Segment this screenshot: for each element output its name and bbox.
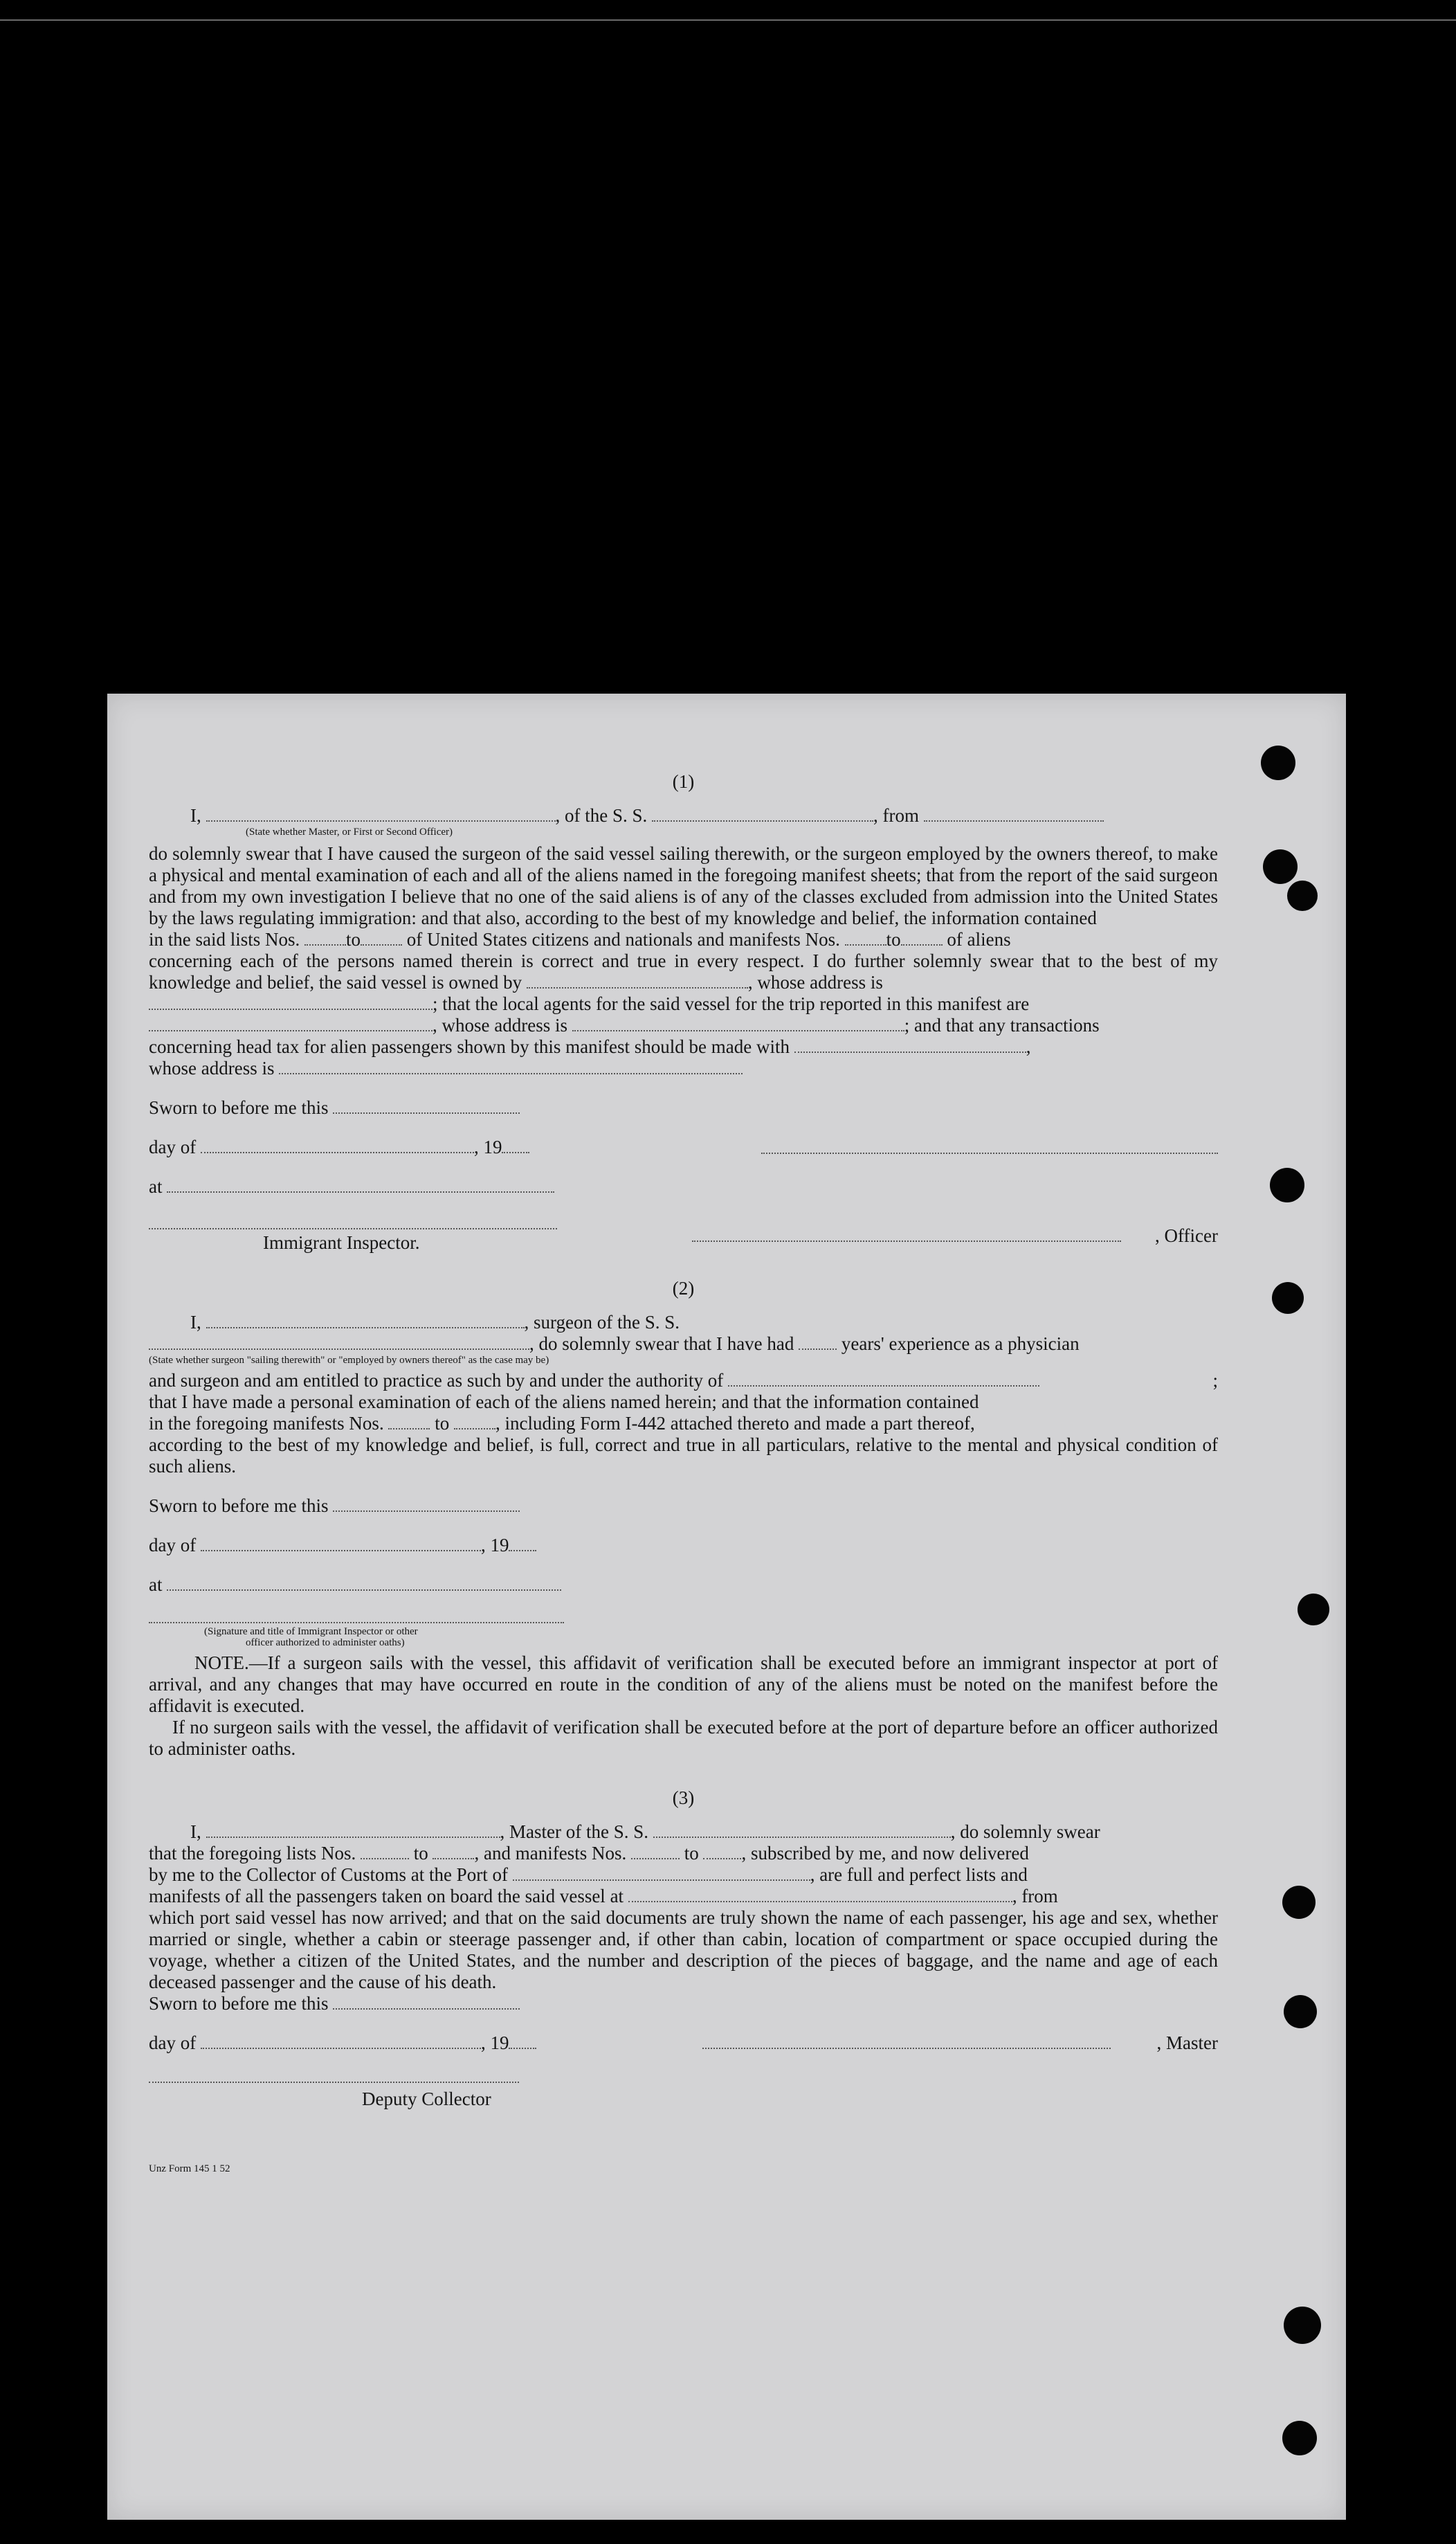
s1-i: I, [190,805,201,826]
s3-taken-on-board: manifests of all the passengers taken on board the said vessel at [149,1886,624,1906]
s1-address-line [149,1058,1218,1079]
s1-whose-address: , whose address is [747,972,883,993]
s2-manifests-to-field[interactable] [454,1413,495,1429]
s3-master-name-field[interactable] [206,1821,500,1838]
s3-lists-text: that the foregoing lists Nos. [149,1843,356,1864]
s1-owner-field[interactable] [527,972,748,989]
s2-year-field[interactable] [509,1535,536,1551]
s1-of-ss: , of the S. S. [555,805,648,826]
form-page [107,694,1346,2520]
s1-ship-field[interactable] [652,805,873,822]
s3-manifests-to-field[interactable] [703,1843,741,1859]
s1-sworn: Sworn to before me this [149,1097,329,1118]
s3-day-line [149,2032,1218,2054]
s2-authority-line [149,1370,1218,1391]
s1-signature-field[interactable] [761,1137,1218,1154]
s3-line-3 [149,1864,1218,1886]
punch-hole [1298,1594,1329,1625]
s1-head-tax-field[interactable] [794,1036,1026,1053]
s1-year-field[interactable] [502,1137,529,1153]
s3-line-2 [149,1843,1218,1864]
punch-hole [1263,849,1298,884]
s1-from-field[interactable] [924,805,1104,822]
s1-head-tax-address-field[interactable] [279,1058,743,1074]
s2-surgeon-of-ss: , surgeon of the S. S. [524,1312,680,1333]
s2-caption: (State whether surgeon "sailing therewith" or "employed by owners thereof" as the case may be) [149,1355,549,1366]
s1-officer: , Officer [1155,1225,1218,1246]
s3-deputy-sig-field[interactable] [149,2080,519,2083]
punch-hole [1282,1886,1316,1919]
s3-sworn-line [149,1993,1218,2014]
s3-master: , Master [1156,2032,1218,2053]
s2-sig-caption-2: officer authorized to administer oaths) [246,1637,405,1648]
s2-sworn: Sworn to before me this [149,1495,329,1516]
s3-manifests-from-field[interactable] [631,1843,680,1859]
s1-at-field[interactable] [167,1176,554,1193]
section-1-number: (1) [672,771,695,792]
s2-day-line [149,1535,1218,1556]
s1-sworn-line [149,1097,1218,1119]
s2-semicolon: ; [1212,1370,1218,1391]
s1-manifests-to-field[interactable] [901,929,943,946]
s2-at-field[interactable] [167,1574,561,1591]
s1-body-1: do solemnly swear that I have caused the surgeon of the said vessel sailing therewith, or the surgeon employed by the owners thereof, to make a physical and mental examination of each and all of the aliens named in the foregoing manifest sheets; that from the report of the said surgeon and from my own investigation I believe that no one of the said aliens is of any of the classes excluded from admission into the United States by the laws regulating immigration: and that also, according to the best of my knowledge and belief, the information contained [149,843,1218,928]
section-3-number: (3) [672,1787,695,1808]
s2-note-1: NOTE.—If a surgeon sails with the vessel, this affidavit of verification shall be executed before an immigrant inspector at port of arrival, and any changes that may have occurred en route in the condition of any of the aliens must be noted on the manifest before the affidavit is executed. [149,1652,1218,1716]
s2-body-a: that I have made a personal examination of each of the aliens named herein; and that the information contained [149,1391,979,1412]
s1-officer-sig-field[interactable] [692,1225,1121,1242]
s1-at: at [149,1176,163,1197]
s1-lists-line [149,929,1218,950]
s1-lists-from-field[interactable] [304,929,346,946]
punch-hole [1270,1168,1304,1202]
punch-hole [1284,2307,1321,2344]
s1-owner-address-field[interactable] [149,993,433,1010]
s3-i: I, [190,1821,201,1842]
s2-at-line [149,1574,1218,1596]
s1-officer-field[interactable] [206,805,556,822]
s3-lists-from-field[interactable] [361,1843,409,1859]
s3-year-prefix: , 19 [480,2032,509,2053]
s1-local-agents: ; that the local agents for the said vessel for the trip reported in this manifest are [433,993,1030,1014]
form-id: Unz Form 145 1 52 [149,2163,230,2174]
s2-note-2: If no surgeon sails with the vessel, the affidavit of verification shall be executed before at the port of departure before an officer authorized to administer oaths. [149,1717,1218,1759]
s1-agents-line [149,993,1218,1015]
s1-agents-field[interactable] [149,1015,433,1031]
s2-manifests-text: in the foregoing manifests Nos. [149,1413,384,1434]
s1-day-line [149,1137,1218,1158]
s1-agents-address-line [149,1015,1218,1036]
s2-form-text: , including Form I-442 attached thereto and made a part thereof, [495,1413,975,1434]
s1-officer-caption: (State whether Master, or First or Second Officer) [246,827,453,838]
s3-master-of-ss: , Master of the S. S. [500,1821,648,1842]
s1-inspector-sig-field[interactable] [149,1213,557,1229]
s3-from: , from [1012,1886,1058,1906]
s1-at-line [149,1176,1218,1198]
s1-transactions: ; and that any transactions [904,1015,1100,1036]
s3-master-sig-field[interactable] [702,2032,1111,2049]
s1-inspector-line [149,1225,1218,1253]
s1-year-prefix: , 19 [473,1137,502,1157]
s1-lists-to-field[interactable] [361,929,402,946]
s1-from: , from [873,805,919,826]
s2-ship-field[interactable] [149,1333,529,1350]
s1-manifests-text: of United States citizens and nationals and manifests Nos. [406,929,840,950]
s3-day-field[interactable] [201,2032,481,2049]
s1-line-1 [149,805,1218,827]
s3-ship-field[interactable] [653,1821,951,1838]
s2-i: I, [190,1312,201,1333]
s3-sworn-field[interactable] [333,1993,520,2010]
punch-hole [1282,2421,1317,2455]
s1-head-tax: concerning head tax for alien passengers shown by this manifest should be made with [149,1036,790,1057]
s3-port-field[interactable] [513,1864,810,1881]
s2-to: to [435,1413,450,1434]
s3-manifests-text: , and manifests Nos. [474,1843,627,1864]
s3-to-2: to [684,1843,699,1864]
s1-sworn-field[interactable] [333,1097,520,1114]
s2-year-prefix: , 19 [480,1535,509,1555]
s3-swear: , do solemnly swear [950,1821,1100,1842]
punch-hole [1272,1282,1304,1314]
scan-top-line [0,19,1456,21]
s2-day-of: day of [149,1535,197,1555]
s2-at: at [149,1574,163,1595]
s1-whose-address-2: , whose address is [433,1015,567,1036]
s2-authority: and surgeon and am entitled to practice as such by and under the authority of [149,1370,724,1391]
punch-hole [1284,1995,1317,2028]
s2-line-2 [149,1333,1218,1355]
s3-sworn: Sworn to before me this [149,1993,329,2014]
s3-vessel-at-field[interactable] [628,1886,1012,1902]
s2-years-text: years' experience as a physician [841,1333,1080,1354]
s2-sig-caption-1: (Signature and title of Immigrant Inspector or other [204,1626,418,1637]
s2-signature-field[interactable] [149,1621,564,1623]
s1-lists-text: in the said lists Nos. [149,929,300,950]
s3-deputy-collector: Deputy Collector [362,2089,491,2109]
s1-of-aliens: of aliens [947,929,1011,950]
s2-authority-field[interactable] [728,1370,1039,1387]
punch-hole [1261,746,1295,780]
s1-agents-address-field[interactable] [572,1015,904,1031]
section-2-number: (2) [672,1278,695,1299]
s3-line-1 [149,1821,1218,1843]
s2-surgeon-name-field[interactable] [206,1312,525,1328]
s2-line-1 [149,1312,1218,1333]
s3-body: which port said vessel has now arrived; and that on the said documents are truly shown the name of each passenger, his age and sex, whether married or single, whether a cabin or steerage passenger and, if other than cabin, location of compartment or space occupied during the voyage, whether a citizen of the United States, and the number and description of the pieces of baggage, and the name and age of each deceased passenger and the cause of his death. [149,1907,1218,1992]
s1-immigrant-inspector: Immigrant Inspector. [263,1232,420,1253]
s3-lists-to-field[interactable] [433,1843,474,1859]
s1-manifests-to: to [886,929,901,950]
s3-to-1: to [413,1843,428,1864]
s1-comma: , [1026,1036,1031,1057]
s3-line-4 [149,1886,1218,1907]
s1-lists-to: to [346,929,361,950]
s1-day-field[interactable] [201,1137,474,1153]
punch-hole [1287,881,1318,911]
s2-body-c: according to the best of my knowledge and belief, is full, correct and true in all particulars, relative to the mental and physical condition of such aliens. [149,1434,1218,1477]
s1-body-2-text: concerning each of the persons named therein is correct and true in every respect. I do further solemnly swear that to the best of my knowledge and belief, the said vessel is owned by [149,950,1218,993]
s1-day-of: day of [149,1137,197,1157]
s2-swear: , do solemnly swear that I have had [529,1333,794,1354]
s3-year-field[interactable] [509,2032,536,2049]
s2-sworn-line [149,1495,1218,1517]
s3-perfect-lists: , are full and perfect lists and [810,1864,1028,1885]
s2-manifests-from-field[interactable] [388,1413,430,1429]
s1-head-tax-line [149,1036,1218,1058]
s1-whose-address-3: whose address is [149,1058,275,1079]
s1-body-2 [149,950,1218,993]
affidavit-content [149,771,1218,2180]
s3-subscribed: , subscribed by me, and now delivered [741,1843,1029,1864]
s2-day-field[interactable] [201,1535,481,1551]
s2-body-b [149,1413,1218,1434]
s1-manifests-from-field[interactable] [845,929,886,946]
s2-sworn-field[interactable] [333,1495,520,1512]
s3-day-of: day of [149,2032,197,2053]
s3-collector-text: by me to the Collector of Customs at the Port of [149,1864,508,1885]
s2-years-field[interactable] [799,1333,837,1350]
